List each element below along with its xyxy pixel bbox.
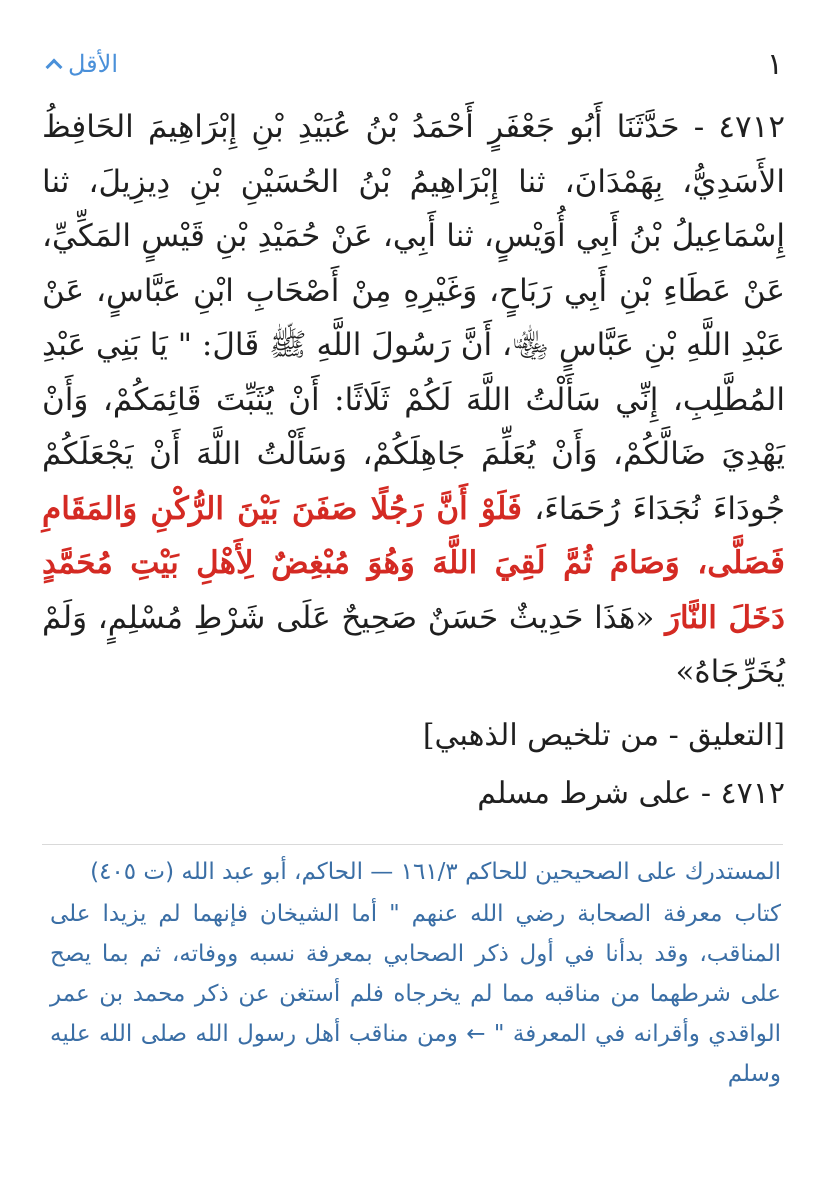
source-block: [50, 852, 781, 1094]
collapse-label: الأقل: [68, 50, 119, 78]
source-description[interactable]: كتاب معرفة الصحابة رضي الله عنهم " أما الشيخان فإنهما لم يزيدا على المناقب، وقد بدأنا في أول ذكر الصحابي بمعرفة نسبه ووفاته، ثم بما يصح على شرطهما من مناقبه مما لم يخرجاه فلم أستغن عن ذكر محمد بن عمر الواقدي وأقرانه في المعرفة " ← ومن مناقب أهل رسول الله صلى الله عليه وسلم: [50, 901, 781, 1087]
page-number: ١: [766, 46, 783, 82]
collapse-button[interactable]: [48, 50, 118, 78]
hadith-text-part2: «هَذَا حَدِيثٌ حَسَنٌ صَحِيحٌ عَلَى شَرْطِ مُسْلِمٍ، وَلَمْ يُخَرِّجَاهُ»: [42, 599, 785, 690]
hadith-text-part1: ٤٧١٢ - حَدَّثَنَا أَبُو جَعْفَرٍ أَحْمَدُ بْنُ عُبَيْدِ بْنِ إِبْرَاهِيمَ الحَافِظُ الأَسَدِيُّ، بِهَمْدَانَ، ثنا إِبْرَاهِيمُ بْنُ الحُسَيْنِ بْنِ دِيزِيلَ، ثنا إِسْمَاعِيلُ بْنُ أَبِي أُوَيْسٍ، ثنا أَبِي، عَنْ حُمَيْدِ بْنِ قَيْسٍ المَكِّيِّ، عَنْ عَطَاءِ بْنِ أَبِي رَبَاحٍ، وَغَيْرِهِ مِنْ أَصْحَابِ ابْنِ عَبَّاسٍ، عَنْ عَبْدِ اللَّهِ بْنِ عَبَّاسٍ ﵄، أَنَّ رَسُولَ اللَّهِ ﷺ قَالَ: " يَا بَنِي عَبْدِ المُطَّلِبِ، إِنِّي سَأَلْتُ اللَّهَ لَكُمْ ثَلَاثًا: أَنْ يُثَبِّتَ قَائِمَكُمْ، وَأَنْ يَهْدِيَ ضَالَّكُمْ، وَأَنْ يُعَلِّمَ جَاهِلَكُمْ، وَسَأَلْتُ اللَّهَ أَنْ يَجْعَلَكُمْ جُودَاءَ نُجَدَاءَ رُحَمَاءَ،: [42, 109, 785, 527]
hadith-highlighted-text: فَلَوْ أَنَّ رَجُلًا صَفَنَ بَيْنَ الرُّكْنِ وَالمَقَامِ فَصَلَّى، وَصَامَ ثُمَّ لَقِيَ اللَّهَ وَهُوَ مُبْغِضٌ لِأَهْلِ بَيْتِ مُحَمَّدٍ دَخَلَ النَّارَ: [42, 490, 785, 636]
divider: [42, 844, 783, 845]
hadith-text: [42, 100, 785, 700]
chevron-up-icon: [46, 59, 63, 76]
commentary-text: ٤٧١٢ - على شرط مسلم: [477, 776, 785, 811]
header-row: [48, 44, 783, 84]
commentary-label: [التعليق - من تلخيص الذهبي]: [422, 718, 785, 753]
source-title[interactable]: المستدرك على الصحيحين للحاكم ١٦١/٣ — الحاكم، أبو عبد الله (ت ٤٠٥): [90, 859, 781, 885]
